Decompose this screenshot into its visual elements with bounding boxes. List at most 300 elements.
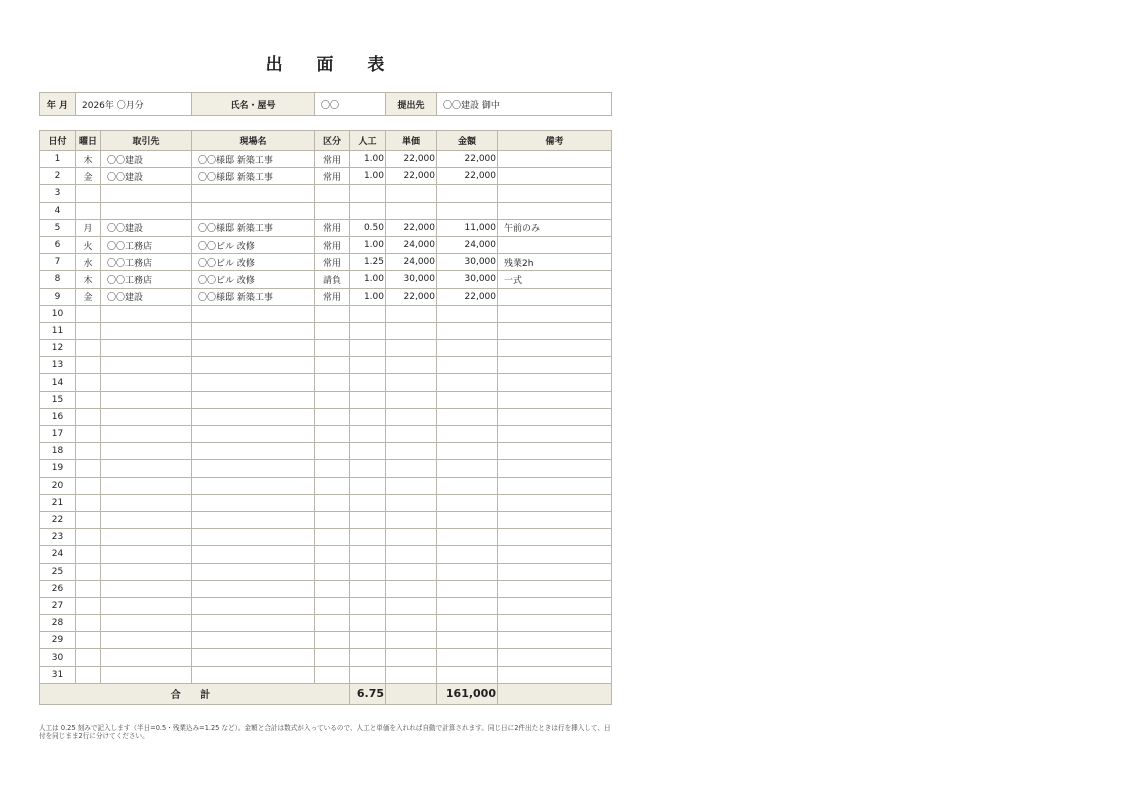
unit-price-cell[interactable]: 22,000 (386, 288, 437, 305)
manday-cell[interactable] (350, 477, 386, 494)
amount-cell[interactable]: 22,000 (437, 151, 498, 168)
date-cell: 10 (40, 305, 76, 322)
notes-cell[interactable]: 一式 (498, 271, 612, 288)
table-row (40, 391, 612, 408)
unit-price-cell[interactable] (386, 511, 437, 528)
manday-cell[interactable] (350, 185, 386, 202)
amount-cell[interactable] (437, 443, 498, 460)
unit-price-cell[interactable]: 22,000 (386, 168, 437, 185)
unit-price-cell[interactable] (386, 202, 437, 219)
client-cell[interactable] (101, 563, 192, 580)
amount-cell[interactable] (437, 374, 498, 391)
weekday-cell[interactable] (76, 340, 101, 357)
client-cell[interactable]: 〇〇工務店 (101, 236, 192, 253)
type-cell[interactable] (315, 202, 350, 219)
column-header-unit-price: 単価 (386, 131, 437, 151)
client-cell[interactable] (101, 391, 192, 408)
unit-price-cell[interactable]: 24,000 (386, 254, 437, 271)
amount-cell[interactable]: 22,000 (437, 288, 498, 305)
unit-price-cell[interactable] (386, 563, 437, 580)
client-cell[interactable] (101, 374, 192, 391)
site-cell[interactable]: 〇〇ビル 改修 (192, 271, 315, 288)
footnote-text: 人工は 0.25 刻みで記入します（半日=0.5・残業込み=1.25 など）。金額と合計は数式が入っているので、人工と単価を入れれば自動で計算されます。同じ日に2件出たときは行を挿入して、日付を同じまま2行に分けてください。 (39, 724, 611, 740)
weekday-cell[interactable] (76, 357, 101, 374)
notes-cell[interactable] (498, 426, 612, 443)
weekday-cell[interactable]: 木 (76, 151, 101, 168)
site-cell[interactable] (192, 305, 315, 322)
weekday-cell[interactable] (76, 426, 101, 443)
type-cell[interactable] (315, 563, 350, 580)
client-cell[interactable] (101, 546, 192, 563)
amount-cell[interactable] (437, 632, 498, 649)
manday-cell[interactable] (350, 357, 386, 374)
notes-cell[interactable] (498, 151, 612, 168)
name-label: 氏名・屋号 (192, 93, 315, 116)
amount-cell[interactable] (437, 666, 498, 683)
amount-cell[interactable] (437, 511, 498, 528)
unit-price-cell[interactable] (386, 546, 437, 563)
type-cell[interactable]: 常用 (315, 254, 350, 271)
amount-cell[interactable] (437, 202, 498, 219)
manday-cell[interactable] (350, 460, 386, 477)
manday-cell[interactable] (350, 580, 386, 597)
notes-cell[interactable] (498, 597, 612, 614)
notes-cell[interactable] (498, 305, 612, 322)
unit-price-cell[interactable] (386, 580, 437, 597)
manday-cell[interactable]: 1.00 (350, 168, 386, 185)
type-cell[interactable] (315, 511, 350, 528)
year-month-label: 年 月 (40, 93, 76, 116)
amount-cell[interactable] (437, 546, 498, 563)
unit-price-cell[interactable] (386, 374, 437, 391)
manday-cell[interactable] (350, 408, 386, 425)
table-row (40, 374, 612, 391)
date-cell: 16 (40, 408, 76, 425)
notes-cell[interactable] (498, 322, 612, 339)
page-title: 出 面 表 (265, 55, 399, 75)
unit-price-cell[interactable] (386, 632, 437, 649)
client-cell[interactable] (101, 340, 192, 357)
site-cell[interactable] (192, 511, 315, 528)
date-cell: 30 (40, 649, 76, 666)
notes-cell[interactable] (498, 494, 612, 511)
table-row (40, 615, 612, 632)
manday-cell[interactable] (350, 529, 386, 546)
type-cell[interactable] (315, 426, 350, 443)
weekday-cell[interactable] (76, 649, 101, 666)
manday-cell[interactable] (350, 374, 386, 391)
unit-price-cell[interactable] (386, 408, 437, 425)
client-cell[interactable] (101, 632, 192, 649)
site-cell[interactable] (192, 340, 315, 357)
notes-cell[interactable] (498, 168, 612, 185)
site-cell[interactable] (192, 357, 315, 374)
weekday-cell[interactable] (76, 529, 101, 546)
notes-cell[interactable] (498, 340, 612, 357)
type-cell[interactable] (315, 305, 350, 322)
site-cell[interactable] (192, 443, 315, 460)
date-cell: 8 (40, 271, 76, 288)
notes-cell[interactable] (498, 546, 612, 563)
notes-cell[interactable] (498, 529, 612, 546)
date-cell: 31 (40, 666, 76, 683)
site-cell[interactable] (192, 185, 315, 202)
type-cell[interactable] (315, 494, 350, 511)
type-cell[interactable] (315, 615, 350, 632)
date-cell: 11 (40, 322, 76, 339)
amount-cell[interactable]: 30,000 (437, 271, 498, 288)
table-row (40, 597, 612, 614)
total-label: 合 計 (40, 683, 350, 704)
client-cell[interactable] (101, 460, 192, 477)
weekday-cell[interactable] (76, 322, 101, 339)
notes-cell[interactable] (498, 460, 612, 477)
unit-price-cell[interactable] (386, 357, 437, 374)
total-row (40, 683, 612, 704)
manday-cell[interactable] (350, 494, 386, 511)
notes-cell[interactable] (498, 374, 612, 391)
manday-cell[interactable] (350, 563, 386, 580)
table-row (40, 460, 612, 477)
manday-cell[interactable] (350, 322, 386, 339)
site-cell[interactable] (192, 580, 315, 597)
unit-price-cell[interactable] (386, 391, 437, 408)
weekday-cell[interactable] (76, 477, 101, 494)
amount-cell[interactable] (437, 563, 498, 580)
client-cell[interactable] (101, 649, 192, 666)
type-cell[interactable] (315, 374, 350, 391)
notes-cell[interactable] (498, 391, 612, 408)
table-row (40, 632, 612, 649)
weekday-cell[interactable] (76, 443, 101, 460)
date-cell: 22 (40, 511, 76, 528)
weekday-cell[interactable]: 金 (76, 288, 101, 305)
client-cell[interactable] (101, 185, 192, 202)
client-cell[interactable]: 〇〇建設 (101, 219, 192, 236)
table-row (40, 288, 612, 305)
manday-cell[interactable] (350, 511, 386, 528)
site-cell[interactable] (192, 597, 315, 614)
table-row (40, 236, 612, 253)
amount-cell[interactable] (437, 357, 498, 374)
site-cell[interactable] (192, 408, 315, 425)
type-cell[interactable] (315, 580, 350, 597)
table-row (40, 426, 612, 443)
notes-cell[interactable] (498, 580, 612, 597)
notes-cell[interactable] (498, 649, 612, 666)
weekday-cell[interactable] (76, 305, 101, 322)
unit-price-cell[interactable] (386, 615, 437, 632)
unit-price-cell[interactable] (386, 666, 437, 683)
amount-cell[interactable] (437, 426, 498, 443)
manday-cell[interactable] (350, 443, 386, 460)
type-cell[interactable] (315, 477, 350, 494)
manday-cell[interactable] (350, 340, 386, 357)
weekday-cell[interactable] (76, 546, 101, 563)
site-cell[interactable]: 〇〇様邸 新築工事 (192, 168, 315, 185)
type-cell[interactable]: 常用 (315, 151, 350, 168)
client-cell[interactable] (101, 615, 192, 632)
unit-price-cell[interactable] (386, 443, 437, 460)
type-cell[interactable] (315, 391, 350, 408)
date-cell: 26 (40, 580, 76, 597)
client-cell[interactable]: 〇〇建設 (101, 168, 192, 185)
manday-cell[interactable] (350, 649, 386, 666)
client-cell[interactable] (101, 529, 192, 546)
column-header-notes: 備考 (498, 131, 612, 151)
table-row (40, 305, 612, 322)
date-cell: 5 (40, 219, 76, 236)
weekday-cell[interactable] (76, 632, 101, 649)
site-cell[interactable]: 〇〇様邸 新築工事 (192, 288, 315, 305)
weekday-cell[interactable] (76, 511, 101, 528)
notes-cell[interactable] (498, 443, 612, 460)
unit-price-cell[interactable] (386, 649, 437, 666)
unit-price-cell[interactable]: 30,000 (386, 271, 437, 288)
weekday-cell[interactable] (76, 460, 101, 477)
manday-cell[interactable] (350, 305, 386, 322)
notes-cell[interactable] (498, 202, 612, 219)
site-cell[interactable] (192, 546, 315, 563)
date-cell: 4 (40, 202, 76, 219)
weekday-cell[interactable] (76, 391, 101, 408)
amount-cell[interactable] (437, 460, 498, 477)
manday-cell[interactable] (350, 666, 386, 683)
date-cell: 29 (40, 632, 76, 649)
column-header-weekday: 曜日 (76, 131, 101, 151)
type-cell[interactable] (315, 357, 350, 374)
client-cell[interactable]: 〇〇工務店 (101, 254, 192, 271)
date-cell: 19 (40, 460, 76, 477)
client-cell[interactable] (101, 597, 192, 614)
date-cell: 24 (40, 546, 76, 563)
unit-price-cell[interactable] (386, 597, 437, 614)
site-cell[interactable] (192, 477, 315, 494)
amount-cell[interactable] (437, 305, 498, 322)
manday-cell[interactable] (350, 632, 386, 649)
unit-price-cell[interactable] (386, 460, 437, 477)
client-cell[interactable] (101, 357, 192, 374)
weekday-cell[interactable]: 水 (76, 254, 101, 271)
amount-cell[interactable] (437, 494, 498, 511)
weekday-cell[interactable]: 木 (76, 271, 101, 288)
unit-price-cell[interactable] (386, 322, 437, 339)
site-cell[interactable] (192, 666, 315, 683)
client-cell[interactable] (101, 202, 192, 219)
site-cell[interactable] (192, 563, 315, 580)
type-cell[interactable] (315, 340, 350, 357)
column-header-site: 現場名 (192, 131, 315, 151)
column-header-manday: 人工 (350, 131, 386, 151)
site-cell[interactable]: 〇〇ビル 改修 (192, 254, 315, 271)
client-cell[interactable] (101, 426, 192, 443)
notes-cell[interactable] (498, 563, 612, 580)
site-cell[interactable] (192, 460, 315, 477)
manday-cell[interactable] (350, 615, 386, 632)
site-cell[interactable]: 〇〇様邸 新築工事 (192, 219, 315, 236)
site-cell[interactable] (192, 615, 315, 632)
weekday-cell[interactable] (76, 597, 101, 614)
unit-price-cell[interactable] (386, 426, 437, 443)
unit-price-cell[interactable] (386, 477, 437, 494)
submit-to-field[interactable]: 〇〇建設 御中 (437, 93, 612, 116)
notes-cell[interactable] (498, 185, 612, 202)
weekday-cell[interactable] (76, 374, 101, 391)
notes-cell[interactable]: 午前のみ (498, 219, 612, 236)
notes-cell[interactable] (498, 288, 612, 305)
site-cell[interactable] (192, 202, 315, 219)
type-cell[interactable]: 常用 (315, 236, 350, 253)
amount-cell[interactable] (437, 322, 498, 339)
year-month-field[interactable]: 2026年 〇月分 (76, 93, 192, 116)
type-cell[interactable] (315, 632, 350, 649)
weekday-cell[interactable]: 月 (76, 219, 101, 236)
date-cell: 14 (40, 374, 76, 391)
site-cell[interactable] (192, 426, 315, 443)
manday-cell[interactable] (350, 426, 386, 443)
amount-cell[interactable] (437, 615, 498, 632)
manday-cell[interactable]: 1.00 (350, 151, 386, 168)
manday-cell[interactable] (350, 202, 386, 219)
amount-cell[interactable] (437, 597, 498, 614)
manday-cell[interactable] (350, 597, 386, 614)
notes-cell[interactable] (498, 236, 612, 253)
table-row (40, 271, 612, 288)
amount-cell[interactable] (437, 477, 498, 494)
site-cell[interactable] (192, 529, 315, 546)
client-cell[interactable]: 〇〇建設 (101, 288, 192, 305)
manday-cell[interactable]: 1.00 (350, 236, 386, 253)
type-cell[interactable] (315, 649, 350, 666)
site-cell[interactable]: 〇〇ビル 改修 (192, 236, 315, 253)
table-row (40, 666, 612, 683)
notes-cell[interactable] (498, 615, 612, 632)
date-cell: 13 (40, 357, 76, 374)
notes-cell[interactable]: 残業2h (498, 254, 612, 271)
client-cell[interactable] (101, 322, 192, 339)
date-cell: 21 (40, 494, 76, 511)
amount-cell[interactable] (437, 580, 498, 597)
amount-cell[interactable]: 22,000 (437, 168, 498, 185)
type-cell[interactable] (315, 666, 350, 683)
client-cell[interactable] (101, 477, 192, 494)
amount-cell[interactable] (437, 340, 498, 357)
type-cell[interactable]: 常用 (315, 288, 350, 305)
weekday-cell[interactable]: 火 (76, 236, 101, 253)
amount-cell[interactable]: 24,000 (437, 236, 498, 253)
client-cell[interactable] (101, 408, 192, 425)
table-row (40, 649, 612, 666)
type-cell[interactable] (315, 443, 350, 460)
type-cell[interactable] (315, 529, 350, 546)
type-cell[interactable] (315, 408, 350, 425)
client-cell[interactable] (101, 666, 192, 683)
date-cell: 2 (40, 168, 76, 185)
amount-cell[interactable]: 30,000 (437, 254, 498, 271)
unit-price-cell[interactable]: 24,000 (386, 236, 437, 253)
manday-cell[interactable]: 1.00 (350, 288, 386, 305)
amount-cell[interactable] (437, 185, 498, 202)
amount-cell[interactable] (437, 649, 498, 666)
type-cell[interactable]: 請負 (315, 271, 350, 288)
date-cell: 12 (40, 340, 76, 357)
site-cell[interactable] (192, 322, 315, 339)
total-manday: 6.75 (350, 683, 386, 704)
manday-cell[interactable] (350, 391, 386, 408)
weekday-cell[interactable] (76, 615, 101, 632)
site-cell[interactable] (192, 391, 315, 408)
client-cell[interactable] (101, 443, 192, 460)
unit-price-cell[interactable] (386, 305, 437, 322)
table-row (40, 340, 612, 357)
client-cell[interactable]: 〇〇建設 (101, 151, 192, 168)
notes-cell[interactable] (498, 511, 612, 528)
unit-price-cell[interactable] (386, 340, 437, 357)
site-cell[interactable]: 〇〇様邸 新築工事 (192, 151, 315, 168)
client-cell[interactable] (101, 305, 192, 322)
notes-cell[interactable] (498, 357, 612, 374)
notes-cell[interactable] (498, 632, 612, 649)
site-cell[interactable] (192, 374, 315, 391)
attendance-table (39, 130, 612, 705)
notes-cell[interactable] (498, 477, 612, 494)
type-cell[interactable] (315, 597, 350, 614)
type-cell[interactable] (315, 322, 350, 339)
weekday-cell[interactable] (76, 185, 101, 202)
amount-cell[interactable]: 11,000 (437, 219, 498, 236)
date-cell: 25 (40, 563, 76, 580)
type-cell[interactable] (315, 546, 350, 563)
date-cell: 15 (40, 391, 76, 408)
client-cell[interactable] (101, 494, 192, 511)
site-cell[interactable] (192, 494, 315, 511)
amount-cell[interactable] (437, 408, 498, 425)
type-cell[interactable]: 常用 (315, 219, 350, 236)
client-cell[interactable] (101, 580, 192, 597)
notes-cell[interactable] (498, 666, 612, 683)
unit-price-cell[interactable] (386, 185, 437, 202)
site-cell[interactable] (192, 649, 315, 666)
amount-cell[interactable] (437, 391, 498, 408)
type-cell[interactable]: 常用 (315, 168, 350, 185)
unit-price-cell[interactable]: 22,000 (386, 151, 437, 168)
client-cell[interactable] (101, 511, 192, 528)
notes-cell[interactable] (498, 408, 612, 425)
weekday-cell[interactable] (76, 202, 101, 219)
manday-cell[interactable]: 0.50 (350, 219, 386, 236)
weekday-cell[interactable] (76, 580, 101, 597)
client-cell[interactable]: 〇〇工務店 (101, 271, 192, 288)
name-field[interactable]: 〇〇 (315, 93, 386, 116)
unit-price-cell[interactable] (386, 529, 437, 546)
unit-price-cell[interactable]: 22,000 (386, 219, 437, 236)
total-notes-blank (498, 683, 612, 704)
weekday-cell[interactable] (76, 408, 101, 425)
manday-cell[interactable]: 1.25 (350, 254, 386, 271)
manday-cell[interactable]: 1.00 (350, 271, 386, 288)
table-row (40, 254, 612, 271)
type-cell[interactable] (315, 185, 350, 202)
weekday-cell[interactable] (76, 494, 101, 511)
type-cell[interactable] (315, 460, 350, 477)
weekday-cell[interactable] (76, 563, 101, 580)
weekday-cell[interactable]: 金 (76, 168, 101, 185)
weekday-cell[interactable] (76, 666, 101, 683)
unit-price-cell[interactable] (386, 494, 437, 511)
site-cell[interactable] (192, 632, 315, 649)
manday-cell[interactable] (350, 546, 386, 563)
amount-cell[interactable] (437, 529, 498, 546)
